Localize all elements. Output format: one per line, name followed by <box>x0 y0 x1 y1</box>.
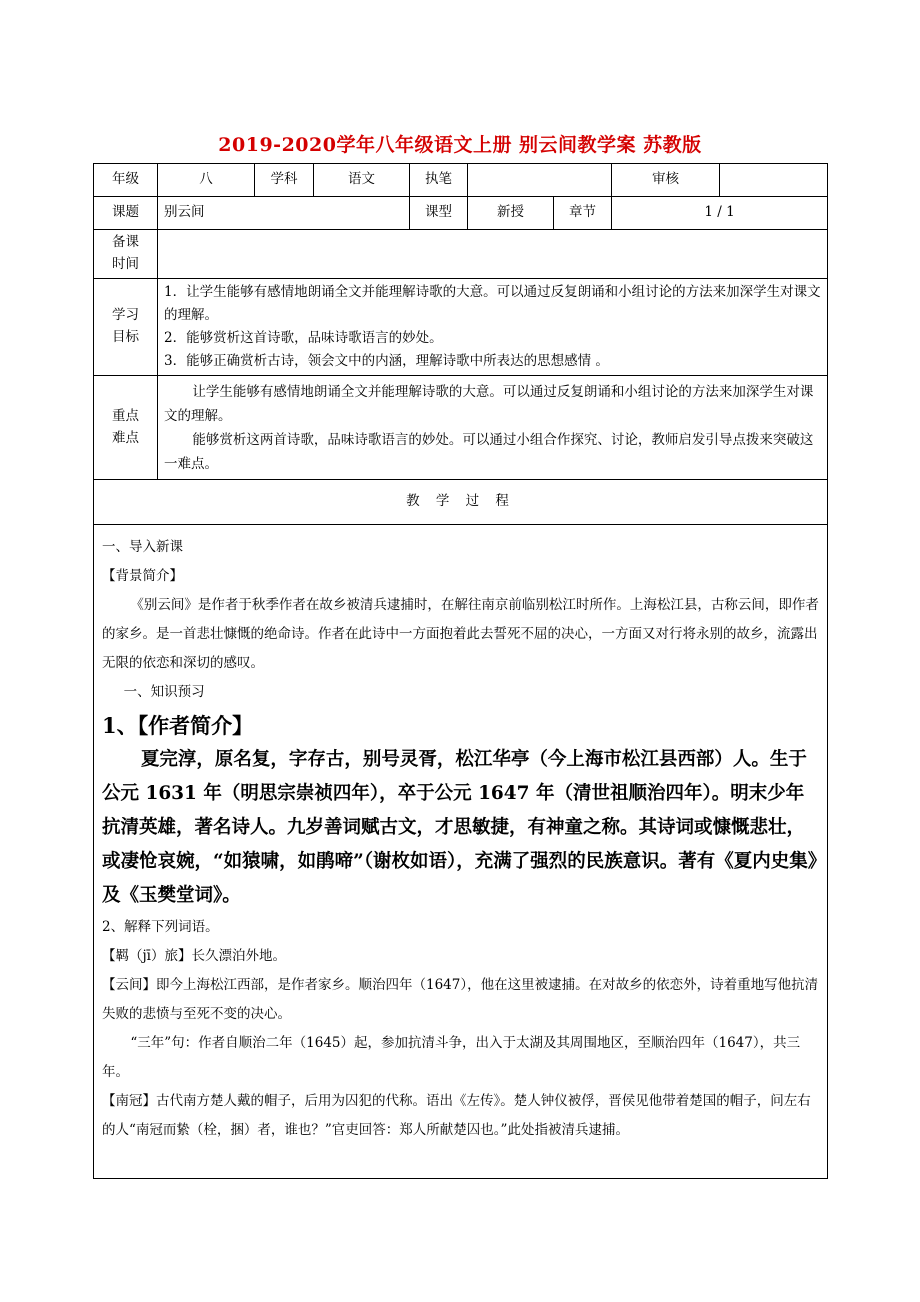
review-value <box>720 164 828 197</box>
writer-value <box>468 164 612 197</box>
writer-label: 执笔 <box>410 164 468 197</box>
section-heading: 一、知识预习 <box>123 684 205 700</box>
review-label: 审核 <box>612 164 720 197</box>
goal-item: 2．能够赏析这首诗歌，品味诗歌语言的妙处。 <box>164 330 443 346</box>
goals-label: 学习 目标 <box>94 279 158 376</box>
vocab-item: 【南冠】古代南方楚人戴的帽子，后用为囚犯的代称。语出《左传》。楚人钟仪被俘，晋侯见他带着楚国的帽子，问左右的人“南冠而絷（栓，捆）者，谁也？”官吏回答：郑人所献楚囚也。”此处指被清兵逮捕。 <box>102 1093 811 1138</box>
chapter-value: 1 / 1 <box>612 197 828 230</box>
author-heading: 1、【作者简介】 <box>102 713 254 738</box>
goals-content <box>158 279 828 376</box>
chapter-label: 章节 <box>554 197 612 230</box>
goal-item: 1．让学生能够有感情地朗诵全文并能理解诗歌的大意。可以通过反复朗诵和小组讨论的方法来加深学生对课文的理解。 <box>164 284 821 323</box>
type-value: 新授 <box>468 197 554 230</box>
grade-value: 八 <box>158 164 255 197</box>
section-heading: 一、导入新课 <box>102 539 183 555</box>
vocab-item: 【羁（jī）旅】长久漂泊外地。 <box>102 948 287 964</box>
prep-time-value <box>158 230 828 279</box>
subject-value: 语文 <box>314 164 410 197</box>
keys-label: 重点 难点 <box>94 376 158 480</box>
topic-label: 课题 <box>94 197 158 230</box>
background-heading: 【背景简介】 <box>102 568 183 584</box>
process-header: 教 学 过 程 <box>94 480 828 525</box>
document-title: 2019-2020学年八年级语文上册 别云间教学案 苏教版 <box>218 134 702 156</box>
key-item: 让学生能够有感情地朗诵全文并能理解诗歌的大意。可以通过反复朗诵和小组讨论的方法来加深学生对课文的理解。 <box>164 383 814 424</box>
author-text: 夏完淳，原名复，字存古，别号灵胥，松江华亭（今上海市松江县西部）人。生于公元 1631 年（明思宗崇祯四年），卒于公元 1647 年（清世祖顺治四年）。明末少年抗清英雄，著名诗人。九岁善词赋古文，才思敏捷，有神童之称。其诗词或慷慨悲壮，或凄怆哀婉，“如猿啸，如鹃啼”（谢枚如语），充满了强烈的民族意识。著有《夏内史集》及《玉樊堂词》。 <box>102 749 818 906</box>
topic-value: 别云间 <box>158 197 410 230</box>
lesson-plan-table <box>93 163 828 1179</box>
process-content <box>94 525 828 1179</box>
background-text: 《别云间》是作者于秋季作者在故乡被清兵逮捕时，在解往南京前临别松江时所作。上海松江县，古称云间，即作者的家乡。是一首悲壮慷慨的绝命诗。作者在此诗中一方面抱着此去誓死不屈的决心，一方面又对行将永别的故乡，流露出无限的依恋和深切的感叹。 <box>102 597 819 671</box>
prep-time-label: 备课 时间 <box>94 230 158 279</box>
vocab-item: 【云间】即今上海松江西部，是作者家乡。顺治四年（1647），他在这里被逮捕。在对故乡的依恋外，诗着重地写他抗清失败的悲愤与至死不变的决心。 <box>102 977 819 1022</box>
vocab-item: “三年”句：作者自顺治二年（1645）起，参加抗清斗争，出入于太湖及其周围地区，至顺治四年（1647），共三年。 <box>102 1035 801 1080</box>
goal-item: 3．能够正确赏析古诗，领会文中的内涵，理解诗歌中所表达的思想感情 。 <box>164 353 609 369</box>
keys-content <box>158 376 828 480</box>
grade-label: 年级 <box>94 164 158 197</box>
type-label: 课型 <box>410 197 468 230</box>
vocab-heading: 2、解释下列词语。 <box>102 919 219 935</box>
key-item: 能够赏析这两首诗歌，品味诗歌语言的妙处。可以通过小组合作探究、讨论，教师启发引导点拨来突破这一难点。 <box>164 431 814 472</box>
subject-label: 学科 <box>255 164 314 197</box>
